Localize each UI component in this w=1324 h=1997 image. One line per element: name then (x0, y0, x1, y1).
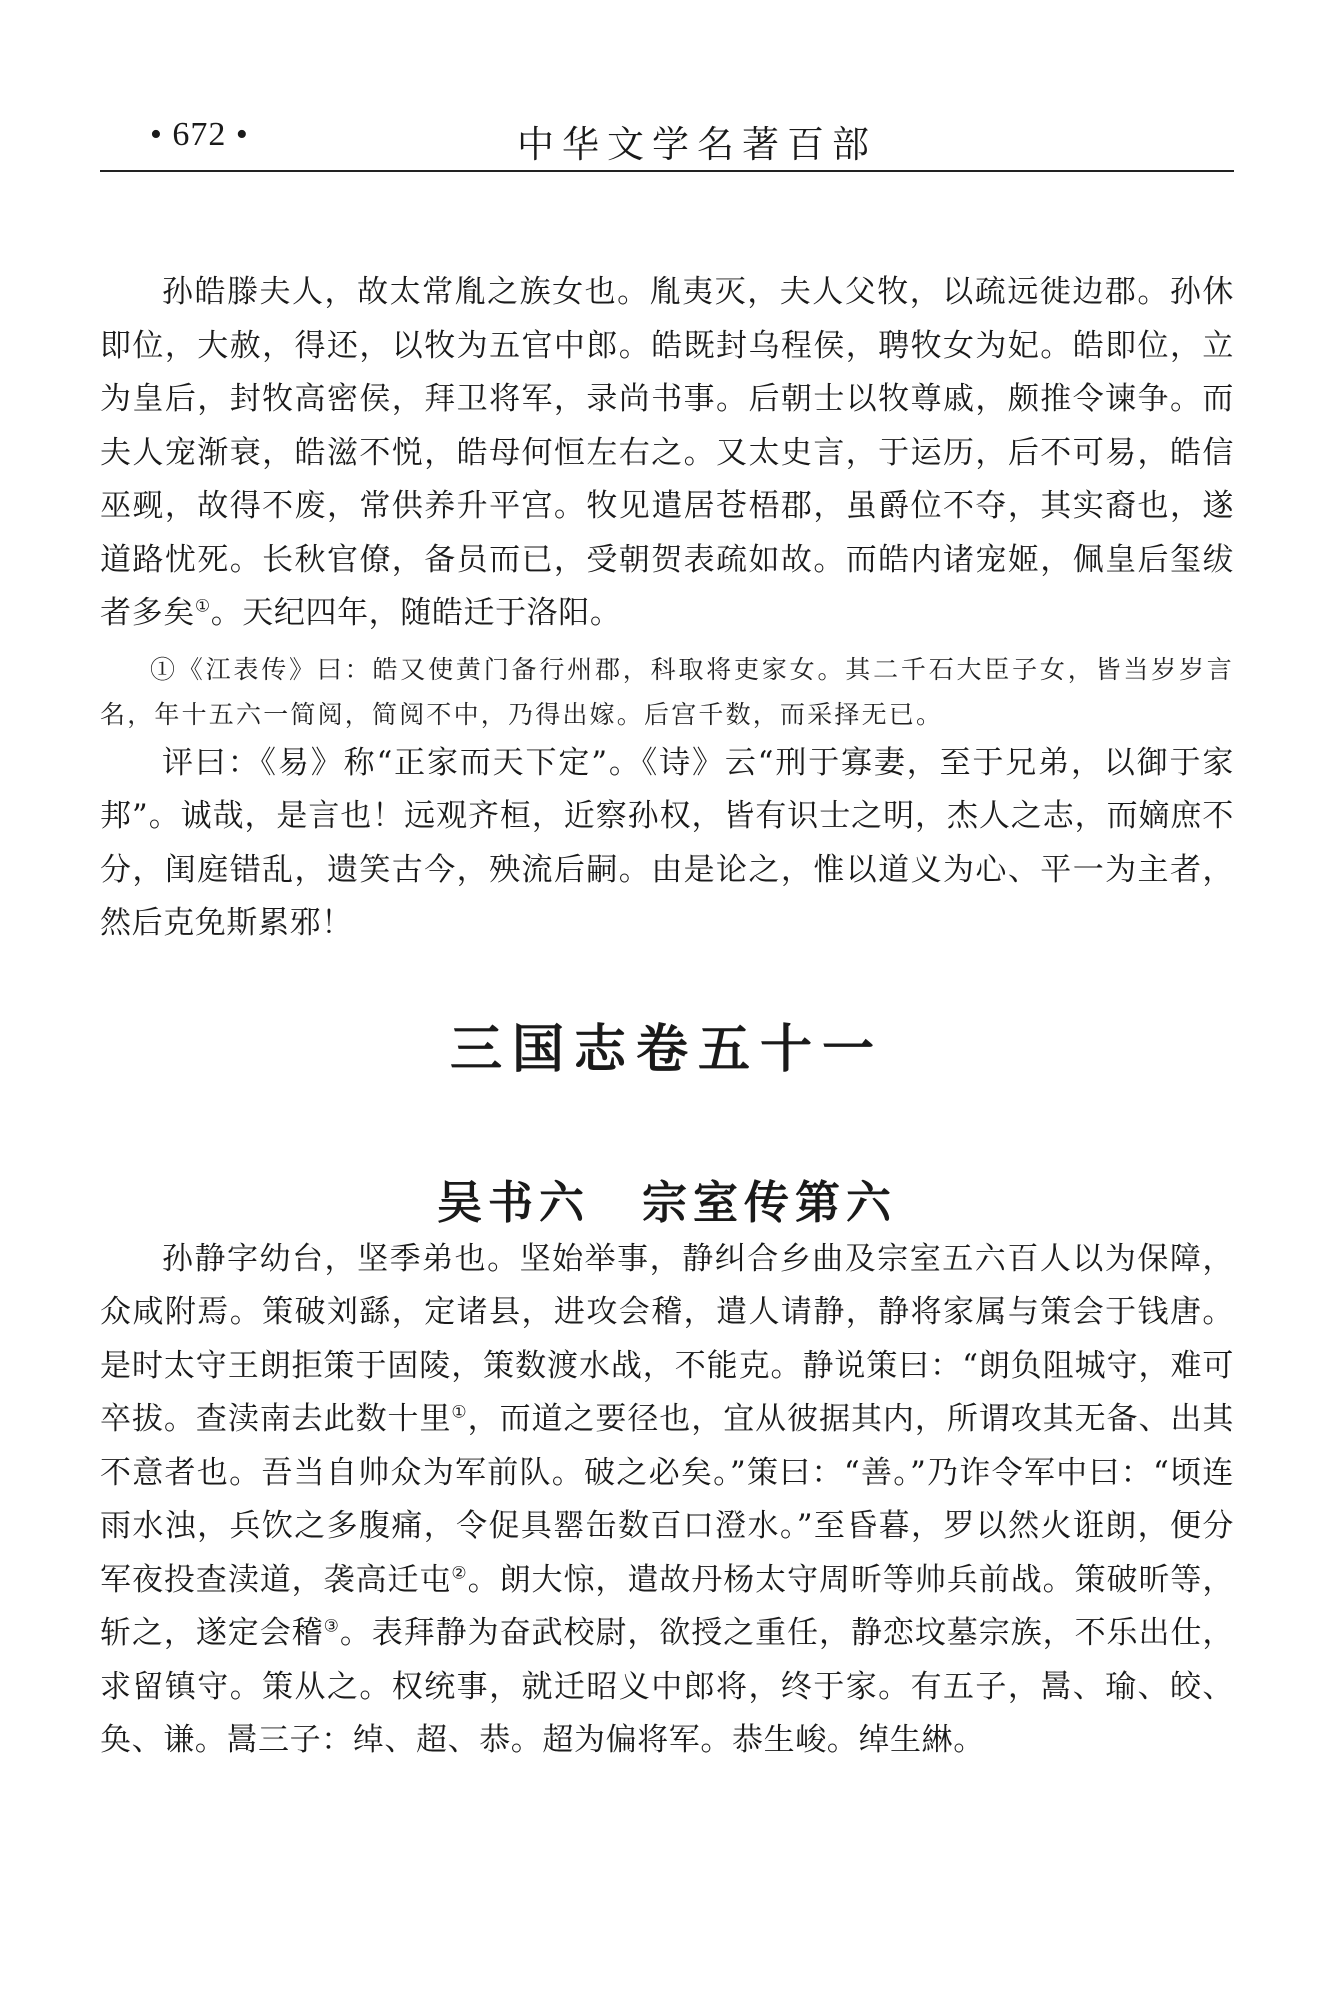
body-paragraph-empress-teng (100, 266, 1234, 641)
chapter-book-name: 吴书六 (436, 1175, 590, 1229)
footnote-marker-1: ① (451, 1402, 468, 1423)
biography-paragraph-sun-jing (100, 1233, 1234, 1768)
chapter-name: 宗室传第六 (642, 1175, 898, 1229)
paragraph-text: 孙皓滕夫人，故太常胤之族女也。胤夷灭，夫人父牧，以疏远徙边郡。孙休即位，大赦，得还，以牧为五官中郎。皓既封乌程侯，聘牧女为妃。皓即位，立为皇后，封牧高密侯，拜卫将军，录尚书事。后朝士以牧尊戚，颇推令谏争。而夫人宠渐衰，皓滋不悦，皓母何恒左右之。又太史言，于运历，后不可易，皓信巫觋，故得不废，常供养升平宫。牧见遣居苍梧郡，虽爵位不夺，其实裔也，遂道路忧死。长秋官僚，备员而已，受朝贺表疏如故。而皓内诸宠姬，佩皇后玺绂者多矣 (100, 274, 1234, 631)
page-number: • 672 • (150, 116, 249, 153)
biography-text-1: 孙静字幼台，坚季弟也。坚始举事，静纠合乡曲及宗室五六百人以为保障，众咸附焉。策破刘繇，定诸县，进攻会稽，遣人请静，静将家属与策会于钱唐。是时太守王朗拒策于固陵，策数渡水战，不能克。静说策曰：“朗负阻城守，难可卒拔。查渎南去此数十里 (100, 1240, 1234, 1437)
footnote: ①《江表传》曰：皓又使黄门备行州郡，科取将吏家女。其二千石大臣子女，皆当岁岁言名，年十五六一简阅，简阅不中，乃得出嫁。后宫千数，而采择无已。 (100, 654, 1234, 729)
biography-text-4: 。表拜静为奋武校尉，欲授之重任，静恋坟墓宗族，不乐出仕，求留镇守。策从之。权统事，就迁昭义中郎将，终于家。有五子，暠、瑜、皎、奂、谦。暠三子：绰、超、恭。超为偏将军。恭生峻。绰生綝。 (100, 1615, 1234, 1758)
footnote-marker-3: ③ (323, 1616, 340, 1637)
page-content (100, 266, 1234, 1768)
commentary-paragraph: 评曰：《易》称“正家而天下定”。《诗》云“刑于寡妻，至于兄弟，以御于家邦”。诚哉，是言也！远观齐桓，近察孙权，皆有识士之明，杰人之志，而嫡庶不分，闺庭错乱，遗笑古今，殃流后嗣。由是论之，惟以道义为心、平一为主者，然后克免斯累邪！ (100, 744, 1234, 941)
chapter-title (100, 1173, 1234, 1233)
footnote-marker-2: ② (451, 1563, 468, 1584)
biography-text-2: ，而道之要径也，宜从彼据其内，所谓攻其无备、出其不意者也。吾当自帅众为军前队。破之必矣。”策曰：“善。”乃诈令军中曰：“顷连雨水浊，兵饮之多腹痛，令促具罂缶数百口澄水。”至昏暮，罗以然火诳朗，便分军夜投查渎道，袭高迁屯 (100, 1401, 1234, 1598)
page-header (100, 108, 1234, 172)
volume-title: 三国志卷五十一 (449, 1019, 884, 1080)
book-title: 中华文学名著百部 (517, 123, 877, 166)
footnote-marker: ① (194, 596, 211, 617)
paragraph-text-continued: 。天纪四年，随皓迁于洛阳。 (210, 595, 622, 631)
biography-text-3: 。朗大惊，遣故丹杨太守周昕等帅兵前战。策破昕等，斩之，遂定会稽 (100, 1561, 1234, 1651)
